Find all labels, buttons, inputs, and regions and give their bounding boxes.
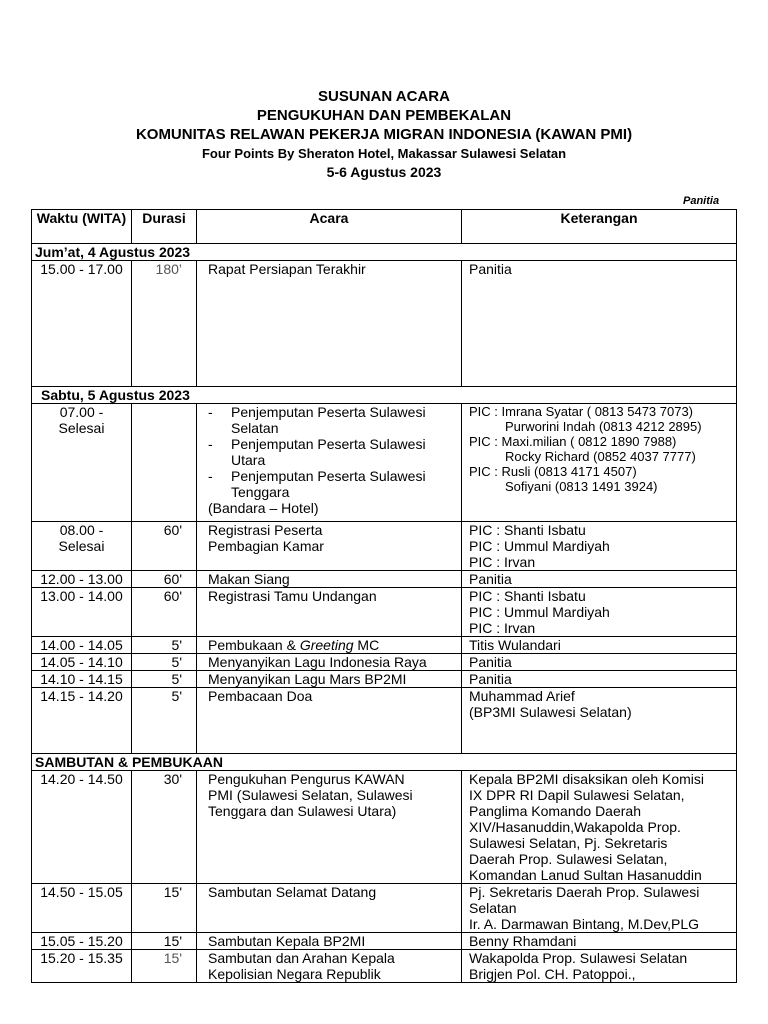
list-item: - Penjemputan Peserta Sulawesi Utara bbox=[208, 436, 458, 468]
acara-line: Pengukuhan Pengurus KAWAN bbox=[208, 771, 405, 787]
cell-keterangan bbox=[462, 771, 737, 884]
col-header-acara: Acara bbox=[197, 210, 462, 244]
ket-line: Brigjen Pol. CH. Patoppoi., bbox=[469, 966, 636, 982]
ket-line: PIC : Irvan bbox=[469, 620, 536, 636]
cell-acara: Menyanyikan Lagu Indonesia Raya bbox=[197, 654, 462, 671]
cell-keterangan: Panitia bbox=[462, 654, 737, 671]
cell-acara bbox=[197, 637, 462, 654]
cell-acara bbox=[197, 404, 462, 522]
cell-keterangan bbox=[462, 404, 737, 522]
cell-keterangan: Titis Wulandari bbox=[462, 637, 737, 654]
table-row bbox=[32, 654, 737, 671]
col-header-keterangan: Keterangan bbox=[462, 210, 737, 244]
ket-line: Kepala BP2MI disaksikan oleh Komisi bbox=[469, 771, 705, 787]
pic-line: PIC : Rusli (0813 4171 4507) bbox=[469, 464, 637, 479]
table-row bbox=[32, 688, 737, 754]
cell-waktu: 14.50 - 15.05 bbox=[32, 884, 132, 933]
section-row-sabtu bbox=[32, 387, 737, 404]
pic-line: Rocky Richard (0852 4037 7777) bbox=[505, 449, 696, 464]
pic-line: Sofiyani (0813 1491 3924) bbox=[505, 479, 658, 494]
cell-keterangan bbox=[462, 588, 737, 637]
ket-line: Ir. A. Darmawan Bintang, M.Dev,PLG bbox=[469, 916, 700, 932]
ket-line: Daerah Prop. Sulawesi Selatan, bbox=[469, 851, 668, 867]
pic-line: PIC : Maxi.milian ( 0812 1890 7988) bbox=[469, 434, 677, 449]
col-header-waktu: Waktu (WITA) bbox=[32, 210, 132, 244]
cell-waktu: 13.00 - 14.00 bbox=[32, 588, 132, 637]
acara-note: (Bandara – Hotel) bbox=[208, 500, 319, 516]
cell-durasi: 5' bbox=[132, 637, 197, 654]
cell-keterangan: Benny Rhamdani bbox=[462, 933, 737, 950]
schedule-table bbox=[31, 209, 737, 983]
acara-line: Pembagian Kamar bbox=[208, 538, 324, 554]
col-header-durasi: Durasi bbox=[132, 210, 197, 244]
cell-waktu: 14.15 - 14.20 bbox=[32, 688, 132, 754]
cell-durasi: 180’ bbox=[132, 261, 197, 387]
cell-durasi: 5' bbox=[132, 671, 197, 688]
table-row bbox=[32, 404, 737, 522]
doc-venue: Four Points By Sheraton Hotel, Makassar Sulawesi Selatan bbox=[201, 146, 567, 161]
doc-date: 5-6 Agustus 2023 bbox=[326, 164, 442, 180]
table-row bbox=[32, 588, 737, 637]
cell-durasi: 60' bbox=[132, 588, 197, 637]
acara-line: PMI (Sulawesi Selatan, Sulawesi bbox=[208, 787, 413, 803]
table-row bbox=[32, 884, 737, 933]
cell-waktu: 14.10 - 14.15 bbox=[32, 671, 132, 688]
ket-line: XIV/Hasanuddin,Wakapolda Prop. bbox=[469, 819, 681, 835]
cell-acara: Sambutan Kepala BP2MI bbox=[197, 933, 462, 950]
cell-keterangan bbox=[462, 950, 737, 983]
table-row bbox=[32, 637, 737, 654]
cell-durasi: 5' bbox=[132, 654, 197, 671]
cell-acara: Makan Siang bbox=[197, 571, 462, 588]
cell-acara: Pembacaan Doa bbox=[197, 688, 462, 754]
panitia-label: Panitia bbox=[683, 195, 720, 207]
ket-line: Pj. Sekretaris Daerah Prop. Sulawesi bbox=[469, 884, 700, 900]
cell-durasi: 60' bbox=[132, 571, 197, 588]
acara-line: Sambutan dan Arahan Kepala bbox=[208, 950, 395, 966]
cell-keterangan bbox=[462, 688, 737, 754]
acara-text: Pembukaan & bbox=[208, 637, 300, 653]
table-row bbox=[32, 522, 737, 571]
cell-waktu: 12.00 - 13.00 bbox=[32, 571, 132, 588]
cell-durasi: 30' bbox=[132, 771, 197, 884]
doc-subtitle: PENGUKUHAN DAN PEMBEKALAN bbox=[256, 107, 512, 124]
table-row bbox=[32, 261, 737, 387]
table-header-row bbox=[32, 210, 737, 244]
table-row bbox=[32, 933, 737, 950]
acara-line: Registrasi Peserta bbox=[208, 522, 323, 538]
cell-durasi: 15' bbox=[132, 950, 197, 983]
ket-line: PIC : Ummul Mardiyah bbox=[469, 604, 610, 620]
ket-line: Panglima Komando Daerah bbox=[469, 803, 641, 819]
cell-keterangan: Panitia bbox=[462, 671, 737, 688]
list-item: - Penjemputan Peserta Sulawesi Tenggara bbox=[208, 468, 458, 500]
table-row bbox=[32, 950, 737, 983]
pickup-list bbox=[208, 404, 458, 500]
acara-emphasis: Greeting bbox=[299, 637, 354, 653]
acara-line: Kepolisian Negara Republik bbox=[208, 966, 381, 982]
cell-waktu bbox=[32, 522, 132, 571]
cell-waktu: 15.20 - 15.35 bbox=[32, 950, 132, 983]
ket-line: (BP3MI Sulawesi Selatan) bbox=[469, 704, 632, 720]
cell-durasi: 15' bbox=[132, 933, 197, 950]
list-item: - Penjemputan Peserta Sulawesi Selatan bbox=[208, 404, 458, 436]
cell-acara: Sambutan Selamat Datang bbox=[197, 884, 462, 933]
table-row bbox=[32, 771, 737, 884]
waktu-start: 07.00 - bbox=[59, 404, 104, 420]
ket-line: Komandan Lanud Sultan Hasanuddin bbox=[469, 867, 702, 883]
cell-keterangan: Panitia bbox=[462, 571, 737, 588]
cell-durasi: 5' bbox=[132, 688, 197, 754]
cell-acara bbox=[197, 950, 462, 983]
cell-acara: Registrasi Tamu Undangan bbox=[197, 588, 462, 637]
cell-durasi: 15' bbox=[132, 884, 197, 933]
cell-durasi: 60' bbox=[132, 522, 197, 571]
cell-waktu: 15.00 - 17.00 bbox=[32, 261, 132, 387]
section-row-jumat bbox=[32, 244, 737, 261]
cell-waktu: 14.20 - 14.50 bbox=[32, 771, 132, 884]
ket-line: Muhammad Arief bbox=[469, 688, 575, 704]
table-row bbox=[32, 671, 737, 688]
waktu-start: 08.00 - bbox=[59, 522, 104, 538]
cell-keterangan bbox=[462, 522, 737, 571]
ket-line: Sulawesi Selatan, Pj. Sekretaris bbox=[469, 835, 668, 851]
acara-line: Tenggara dan Sulawesi Utara) bbox=[208, 803, 397, 819]
ket-line: PIC : Irvan bbox=[469, 554, 536, 570]
waktu-end: Selesai bbox=[58, 420, 105, 436]
cell-keterangan bbox=[462, 884, 737, 933]
section-row-sambutan bbox=[32, 754, 737, 771]
table-row bbox=[32, 571, 737, 588]
cell-acara: Menyanyikan Lagu Mars BP2MI bbox=[197, 671, 462, 688]
doc-title: SUSUNAN ACARA bbox=[318, 88, 450, 105]
section-label: SAMBUTAN & PEMBUKAAN bbox=[32, 754, 737, 771]
cell-acara bbox=[197, 771, 462, 884]
pic-line: Purworini Indah (0813 4212 2895) bbox=[505, 419, 702, 434]
ket-line: Wakapolda Prop. Sulawesi Selatan bbox=[469, 950, 688, 966]
cell-acara: Rapat Persiapan Terakhir bbox=[197, 261, 462, 387]
cell-waktu: 14.00 - 14.05 bbox=[32, 637, 132, 654]
waktu-end: Selesai bbox=[58, 538, 105, 554]
cell-durasi bbox=[132, 404, 197, 522]
pic-line: PIC : Imrana Syatar ( 0813 5473 7073) bbox=[469, 404, 694, 419]
ket-line: Selatan bbox=[469, 900, 517, 916]
doc-organization: KOMUNITAS RELAWAN PEKERJA MIGRAN INDONESIA (KAWAN PMI) bbox=[135, 126, 633, 143]
ket-line: PIC : Ummul Mardiyah bbox=[469, 538, 610, 554]
section-label: Sabtu, 5 Agustus 2023 bbox=[32, 387, 737, 404]
section-label: Jum’at, 4 Agustus 2023 bbox=[32, 244, 737, 261]
ket-line: PIC : Shanti Isbatu bbox=[469, 588, 586, 604]
cell-acara bbox=[197, 522, 462, 571]
acara-text: MC bbox=[353, 637, 380, 653]
ket-line: IX DPR RI Dapil Sulawesi Selatan, bbox=[469, 787, 685, 803]
ket-line: PIC : Shanti Isbatu bbox=[469, 522, 586, 538]
cell-waktu: 14.05 - 14.10 bbox=[32, 654, 132, 671]
cell-keterangan: Panitia bbox=[462, 261, 737, 387]
cell-waktu bbox=[32, 404, 132, 522]
document-header bbox=[0, 87, 768, 182]
cell-waktu: 15.05 - 15.20 bbox=[32, 933, 132, 950]
